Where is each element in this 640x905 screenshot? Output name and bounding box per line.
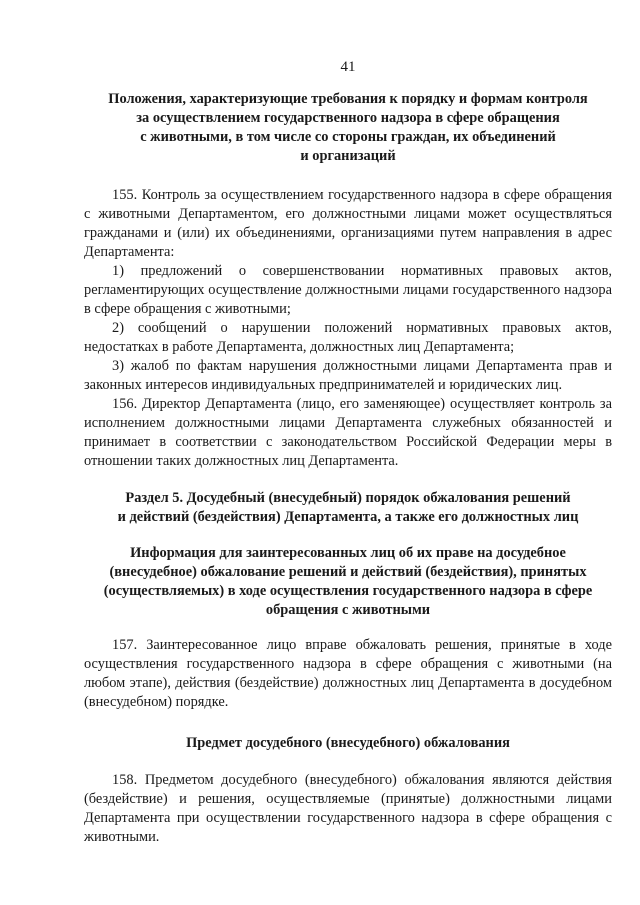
paragraph-155: 155. Контроль за осуществлением государственного надзора в сфере обращения с животными Департаментом, его должностными лицами может осуществляться гражданами и (или) их объединениями, организациями путем направления в адрес Департамента: bbox=[84, 187, 612, 260]
heading-line: и организаций bbox=[300, 148, 396, 164]
heading-line: Раздел 5. Досудебный (внесудебный) порядок обжалования решений bbox=[125, 490, 571, 506]
heading-line: за осуществлением государственного надзора в сфере обращения bbox=[136, 110, 560, 126]
paragraph-158: 158. Предметом досудебного (внесудебного) обжалования являются действия (бездействие) и решения, осуществляемые (принятые) должностными лицами Департамента при осуществлении государственного надзора в сфере обращения с животными. bbox=[84, 772, 612, 845]
heading-line: (осуществляемых) в ходе осуществления государственного надзора в сфере bbox=[103, 583, 593, 599]
list-item-1: 1) предложений о совершенствовании нормативных правовых актов, регламентирующих осуществление должностными лицами государственного надзора в сфере обращения с животными; bbox=[84, 263, 612, 317]
heading-section-5 bbox=[84, 489, 612, 527]
heading-control-provisions bbox=[84, 90, 612, 166]
heading-line: (внесудебное) обжалование решений и действий (бездействия), принятых bbox=[109, 564, 587, 580]
list-item-3: 3) жалоб по фактам нарушения должностными лицами Департамента прав и законных интересов индивидуальных предпринимателей и юридических лиц. bbox=[84, 358, 612, 393]
heading-line: Предмет досудебного (внесудебного) обжалования bbox=[186, 735, 510, 751]
heading-line: и действий (бездействия) Департамента, а также его должностных лиц bbox=[117, 509, 579, 525]
paragraph-157: 157. Заинтересованное лицо вправе обжаловать решения, принятые в ходе осуществления государственного надзора в сфере обращения с животными (на любом этапе), действия (бездействие) должностных лиц Департамента в досудебном (внесудебном) порядке. bbox=[84, 637, 612, 710]
heading-information bbox=[84, 544, 612, 620]
heading-appeal-subject bbox=[84, 734, 612, 753]
heading-line: обращения с животными bbox=[265, 602, 431, 618]
heading-line: Положения, характеризующие требования к порядку и формам контроля bbox=[108, 91, 588, 107]
document-page bbox=[84, 58, 612, 847]
heading-line: с животными, в том числе со стороны граждан, их объединений bbox=[140, 129, 556, 145]
page-number: 41 bbox=[340, 59, 356, 75]
heading-line: Информация для заинтересованных лиц об их праве на досудебное bbox=[130, 545, 566, 561]
list-item-2: 2) сообщений о нарушении положений нормативных правовых актов, недостатках в работе Департамента, должностных лиц Департамента; bbox=[84, 320, 612, 355]
paragraph-156: 156. Директор Департамента (лицо, его заменяющее) осуществляет контроль за исполнением должностными лицами Департамента служебных обязанностей и принимает в соответствии с законодательством Российской Федерации меры в отношении таких должностных лиц Департамента. bbox=[84, 396, 612, 469]
